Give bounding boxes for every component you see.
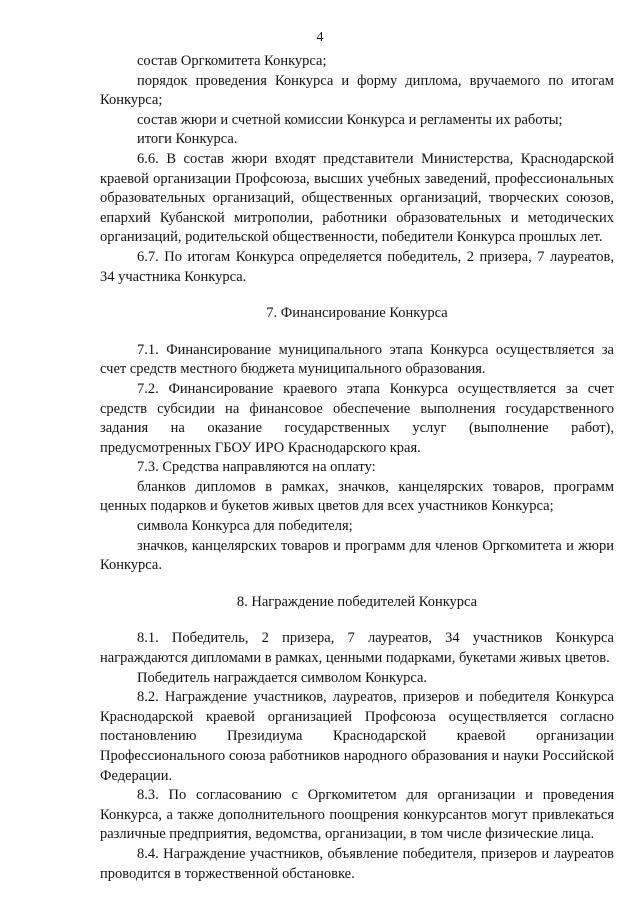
paragraph: 7.3. Средства направляются на оплату: [137, 459, 376, 476]
paragraph: 7.1. Финансирование муниципального этапа Конкурса осуществляется за счет средств местного бюджета муниципального образования. [100, 341, 614, 378]
section-heading-financing: 7. Финансирование Конкурса [266, 305, 448, 322]
paragraph: 8.1. Победитель, 2 призера, 7 лауреатов, 34 участников Конкурса награждаются дипломами в рамках, ценными подарками, букетами живых цветов. [100, 630, 614, 667]
paragraph: порядок проведения Конкурса и форму диплома, вручаемого по итогам Конкурса; [100, 72, 614, 109]
paragraph: состав жюри и счетной комиссии Конкурса и регламенты их работы; [137, 111, 563, 128]
paragraph: бланков дипломов в рамках, значков, канцелярских товаров, программ ценных подарков и букетов живых цветов для всех участников Конкурса; [100, 478, 614, 515]
paragraph: 8.3. По согласованию с Оргкомитетом для организации и проведения Конкурса, а также дополнительного поощрения конкурсантов могут привлекаться различные предприятия, ведомства, организации, в том числе физические лица. [100, 787, 614, 843]
paragraph: 7.2. Финансирование краевого этапа Конкурса осуществляется за счет средств субсидии на финансовое обеспечение выполнения государственного задания на оказание государственных услуг (выполнение работ), предусмотренных ГБОУ ИРО Краснодарского края. [100, 380, 614, 456]
paragraph: итоги Конкурса. [137, 131, 238, 148]
paragraph: 8.2. Награждение участников, лауреатов, призеров и победителя Конкурса Краснодарской краевой организацией Профсоюза осуществляется согласно постановлению Президиума Краснодарской краевой организации Профессионального союза работников народного образования и науки Российской Федерации. [100, 689, 614, 784]
paragraph: состав Оргкомитета Конкурса; [137, 53, 327, 69]
paragraph: 8.4. Награждение участников, объявление победителя, призеров и лауреатов проводится в торжественной обстановке. [100, 845, 614, 882]
page-content [100, 52, 614, 884]
page-number: 4 [316, 30, 324, 45]
paragraph: Победитель награждается символом Конкурса. [137, 669, 428, 686]
paragraph: 6.7. По итогам Конкурса определяется победитель, 2 призера, 7 лауреатов, 34 участника Конкурса. [100, 248, 614, 285]
paragraph: символа Конкурса для победителя; [137, 518, 353, 535]
paragraph: 6.6. В состав жюри входят представители Министерства, Краснодарской краевой организации Профсоюза, высших учебных заведений, профессиональных образовательных организаций, общественных организаций, творческих союзов, епархий Кубанской митрополии, работники образовательных и методических организаций, родительской общественности, победители Конкурса прошлых лет. [100, 150, 614, 246]
paragraph: значков, канцелярских товаров и программ для членов Оргкомитета и жюри Конкурса. [100, 537, 614, 574]
section-heading-awards: 8. Награждение победителей Конкурса [236, 593, 478, 610]
